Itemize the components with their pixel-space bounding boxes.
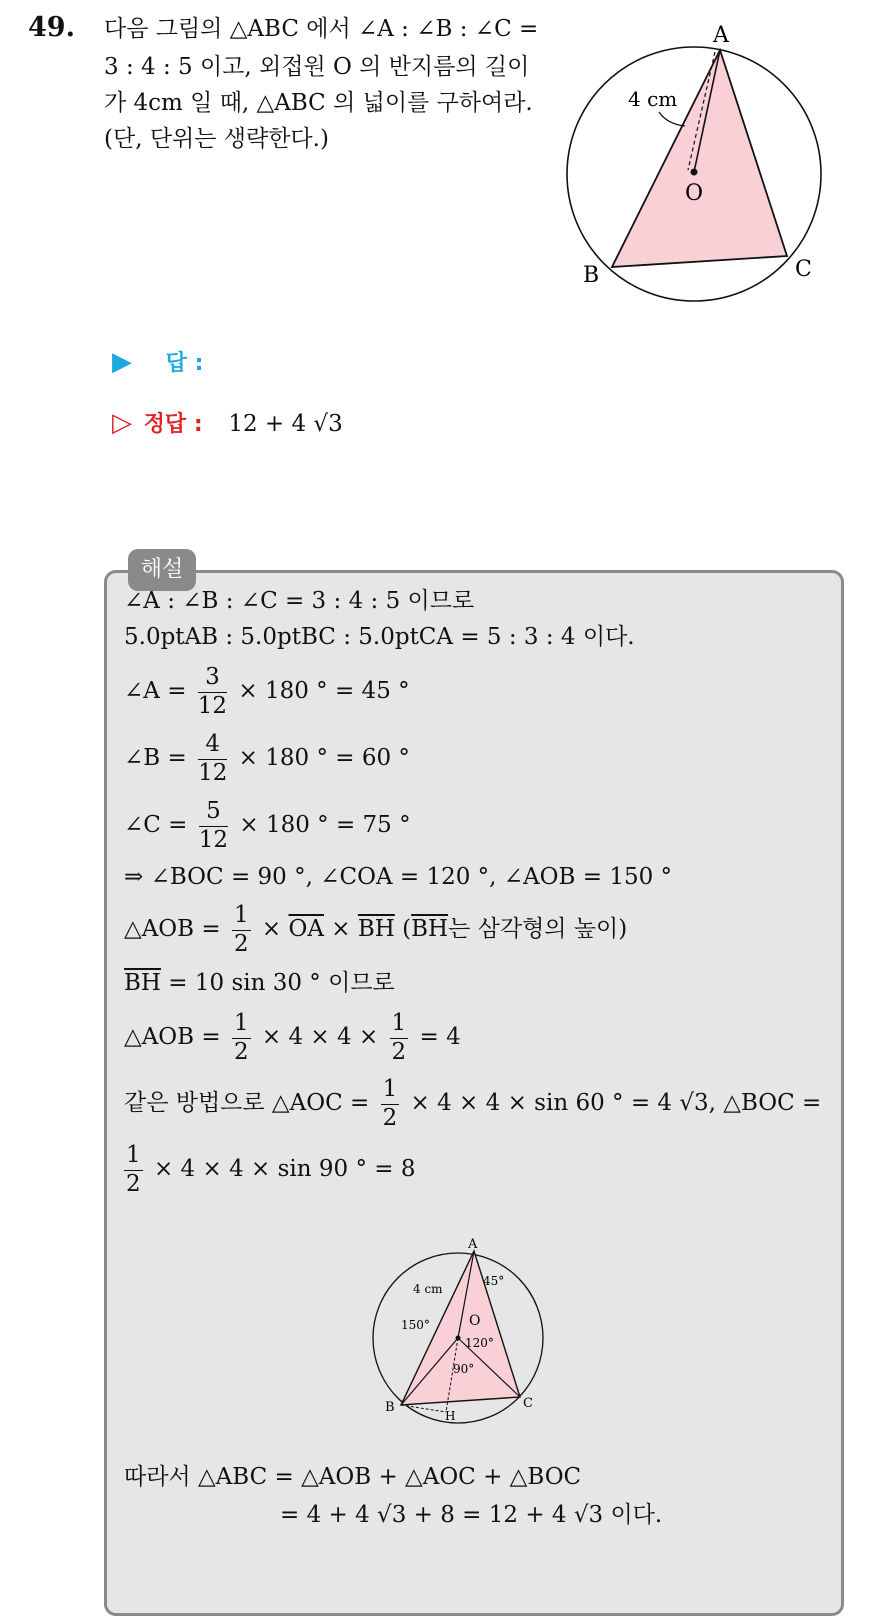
answer-row [112,346,203,377]
correct-answer-row [112,407,343,438]
fraction: $\frac{1}{2}$ [126,1142,141,1197]
fraction: $\frac{3}{12}$ [197,664,228,719]
label-o: O [685,181,704,206]
fraction: $\frac{1}{2}$ [233,1010,249,1065]
label-a: A [713,23,729,48]
radius-label: 4 cm [628,87,678,111]
solution-final-2: = 4 + 4 √3 + 8 = 12 + 4 √3 이다. [280,1502,663,1528]
question-line-4: (단, 단위는 생략한다.) [104,126,329,152]
label-b: B [583,263,600,288]
answer-label: 답 : [165,351,204,376]
question-line-1: 다음 그림의 △ABC 에서 ∠A : ∠B : ∠C = [104,16,539,42]
solution-aob-value: △AOB = $\frac{1}{2}$ × 4 × 4 × $\frac{1}{2}$ = 4 [124,1010,461,1065]
fraction: $\frac{5}{12}$ [198,798,229,853]
triangle-abc [612,50,787,267]
segment-h [401,1405,446,1412]
label-h: H [445,1409,456,1423]
label-o: O [469,1313,481,1329]
radius-label: 4 cm [413,1282,443,1296]
play-arrow-icon: ▶ [112,347,132,377]
fraction: $\frac{1}{2}$ [391,1010,407,1065]
center-point [456,1336,461,1341]
angle-90-label: 90° [453,1362,475,1376]
solution-area-formula: △AOB = $\frac{1}{2}$ × $\overline{OA} \times \overline{BH}$ ($\overline{BH}$는 삼각형의 높이) [124,902,628,957]
label-c: C [523,1396,533,1411]
question-line-2: 3 : 4 : 5 이고, 외접원 O 의 반지름의 길이 [104,54,530,80]
center-point [691,169,698,176]
solution-angle-a: ∠A = $\frac{3}{12}$ × 180 ° = 45 ° [124,664,410,719]
solution-bh: $\overline{BH} = 10$ sin 30 ° 이므로 [124,970,395,996]
question-line-3: 가 4cm 일 때, △ABC 의 넓이를 구하여라. [104,90,533,116]
fraction: $\frac{1}{2}$ [233,902,249,957]
solution-line-arcs: 5.0ptAB : 5.0ptBC : 5.0ptCA = 5 : 3 : 4 이다. [124,624,635,650]
solution-angle-c: ∠C = $\frac{5}{12}$ × 180 ° = 75 ° [124,798,411,853]
figure-circumscribed-triangle [555,20,835,310]
fraction: $\frac{4}{12}$ [198,731,228,786]
solution-tag: 해설 [128,549,196,591]
question-number: 49. [28,12,75,43]
radius-pointer [659,112,685,126]
angle-45-label: 45° [483,1274,505,1288]
solution-line-ratio: ∠A : ∠B : ∠C = 3 : 4 : 5 이므로 [124,588,475,614]
correct-answer-value: 12 + 4 √3 [228,411,343,437]
solution-final-1: 따라서 △ABC = △AOB + △AOC + △BOC [124,1464,582,1490]
correct-answer-label: 정답 : [143,412,203,437]
label-c: C [795,257,812,282]
fraction: $\frac{1}{2}$ [382,1076,398,1131]
angle-120-label: 120° [465,1336,494,1350]
solution-aoc-value: 같은 방법으로 △AOC = $\frac{1}{2}$ × 4 × 4 × sin 60 ° = 4 √3, △BOC = [124,1076,822,1131]
solution-boc-value: $\frac{1}{2}$ × 4 × 4 × sin 90 ° = 8 [126,1142,416,1197]
label-b: B [385,1400,395,1415]
figure-solution-diagram [365,1235,550,1430]
label-a: A [468,1237,478,1252]
angle-150-label: 150° [401,1318,430,1332]
solution-central-angles: ⇒ ∠BOC = 90 °, ∠COA = 120 °, ∠AOB = 150 ° [124,864,673,890]
outline-arrow-icon: ▷ [112,408,132,438]
solution-angle-b: ∠B = $\frac{4}{12}$ × 180 ° = 60 ° [124,731,410,786]
